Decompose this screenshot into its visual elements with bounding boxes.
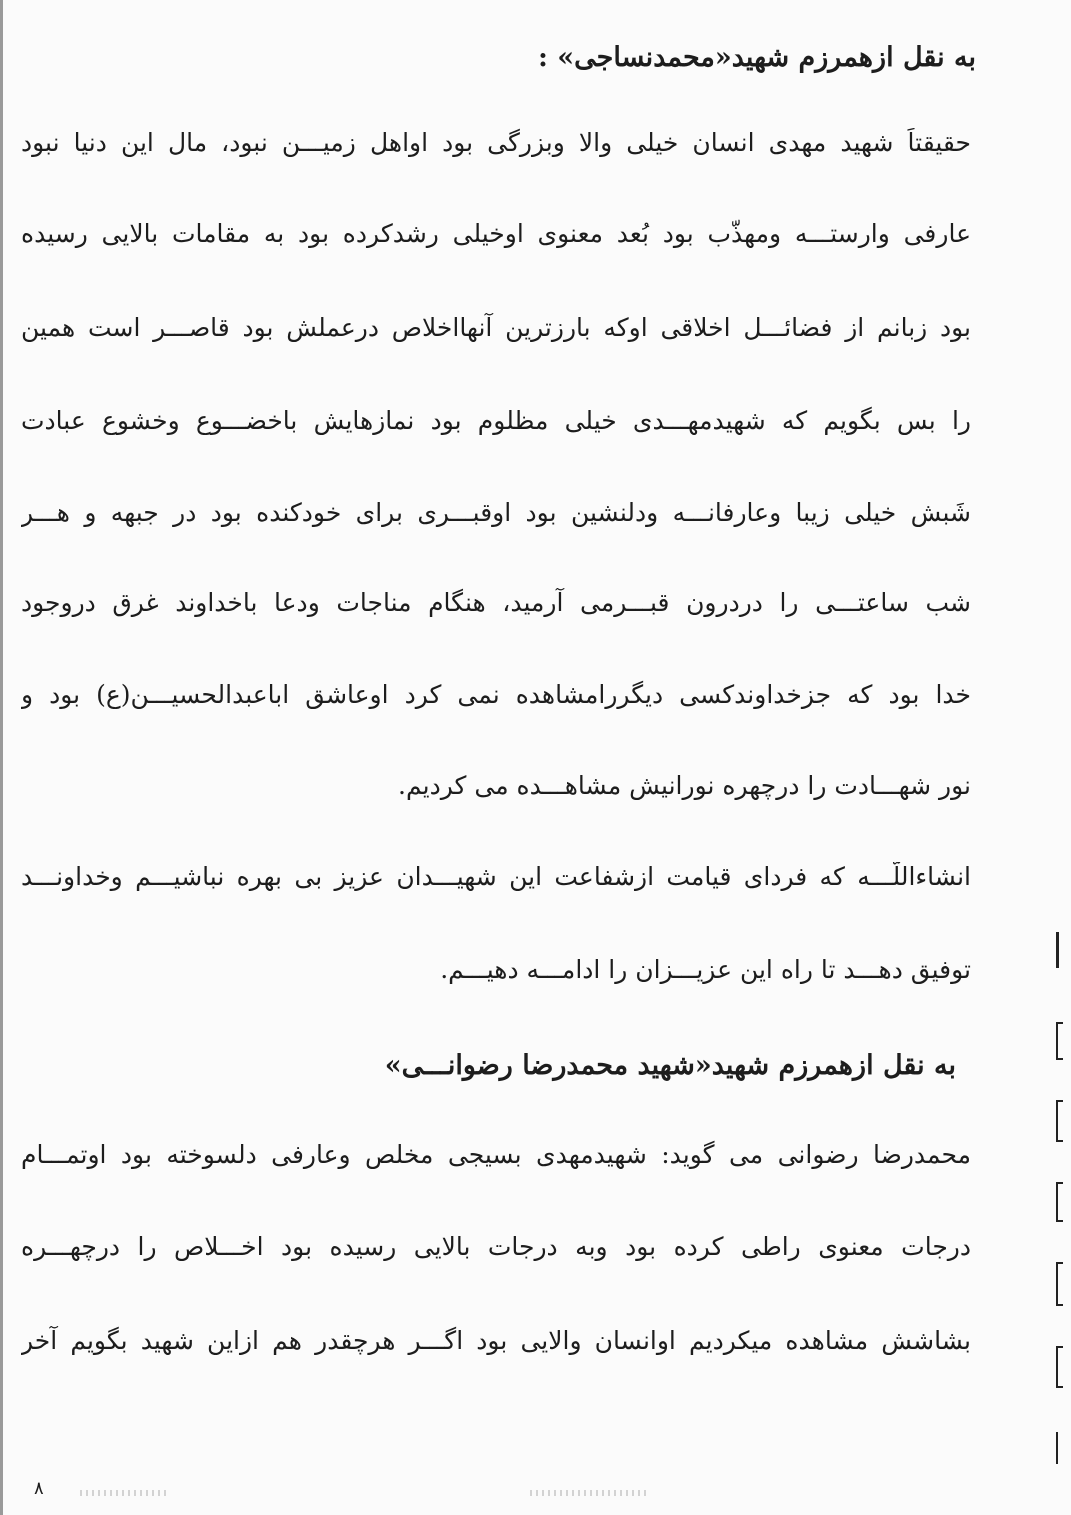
section1-line: توفیق دهـــد تا راه این عزیـــزان را ادامـــه دهیـــم. [440,955,971,984]
margin-mark [1056,1432,1063,1464]
section1-line: شب ساعتـــی را دردرون قبـــرمی آرمید، هنگام مناجات ودعا باخداوند غرق دروجود [21,588,971,617]
margin-bracket [1056,1346,1063,1388]
page-number: ۸ [34,1478,44,1499]
margin-bracket [1056,1262,1063,1306]
section1-line: خدا بود که جزخداوندکسی دیگررامشاهده نمی کرد اوعاشق اباعبدالحسیـــن(ع) بود و [21,680,971,709]
scan-noise [530,1490,650,1496]
section2-line: بشاشش مشاهده میکردیم اوانسان والایی بود اگـــر هرچقدر هم ازاین شهید بگویم آخر [21,1326,971,1355]
section1-line: انشاءاللّـــه که فردای قیامت ازشفاعت این شهیـــدان عزیز بی بهره نباشیـــم وخداونـــد [21,862,971,891]
margin-mark [1056,932,1064,968]
scan-noise [80,1490,170,1496]
section1-line: را بس بگویم که شهیدمهـــدی خیلی مظلوم بود نمازهایش باخضـــوع وخشوع عبادت [21,406,971,435]
margin-bracket [1056,1182,1063,1222]
section1-line: بود زبانم از فضائـــل اخلاقی اوکه بارزترین آنهااخلاص درعملش بود قاصـــر است همین [21,313,971,342]
section1-line: نور شهـــادت را درچهره نورانیش مشاهـــده می کردیم. [398,771,971,800]
section1-line: عارفی وارستـــه ومهذّب بود بُعد معنوی اوخیلی رشدکرده بود به مقامات بالایی رسیده [21,219,971,248]
section2-heading: به نقل ازهمرزم شهید«شهید محمدرضا رضوانـــی» [384,1050,956,1081]
section1-line: حقیقتاً شهید مهدی انسان خیلی والا وبزرگی بود اواهل زمیـــن نبود، مال این دنیا نبود [21,128,971,157]
scan-edge [0,0,3,1515]
section2-line: درجات معنوی راطی کرده بود وبه درجات بالایی رسیده بود اخـــلاص را درچهـــره [21,1232,971,1261]
margin-bracket [1056,1022,1063,1060]
section1-heading: به نقل ازهمرزم شهید«محمدنساجی» : [537,42,976,73]
section2-line: محمدرضا رضوانی می گوید: شهیدمهدی بسیجی مخلص وعارفی دلسوخته بود اوتمـــام [21,1140,971,1169]
section1-line: شَبش خیلی زیبا وعارفانـــه ودلنشین بود اوقبـــری برای خودکنده بود در جبهه و هـــر [21,498,971,527]
margin-bracket [1056,1100,1063,1142]
